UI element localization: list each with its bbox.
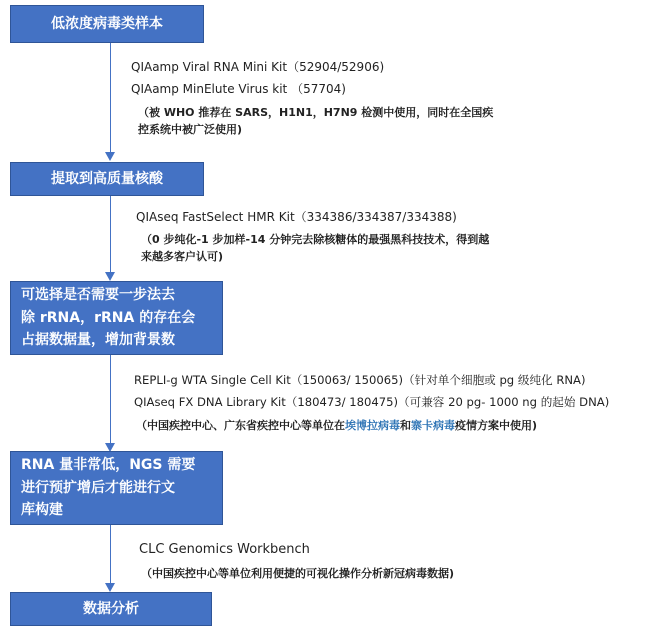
kit-note: （中国疾控中心等单位利用便捷的可视化操作分析新冠病毒数据)	[141, 567, 455, 580]
flow-arrow-line	[110, 43, 111, 154]
note-line: （0 步纯化-1 步加样-14 分钟完去除核糖体的最强黑科技技术，得到越	[141, 233, 490, 246]
ebola-link[interactable]: 埃博拉病毒	[345, 419, 400, 432]
kit-line: QIAseq FX DNA Library Kit（180473/ 180475)（可兼容 20 pg- 1000 ng 的起始 DNA)	[134, 395, 610, 409]
kit-note	[138, 104, 578, 138]
step-label: 数据分析	[83, 600, 139, 617]
zika-link[interactable]: 寨卡病毒	[411, 419, 455, 432]
step-label-line: 进行预扩增后才能进行文	[21, 479, 175, 496]
kit-line: REPLI-g WTA Single Cell Kit（150063/ 150065)（针对单个细胞或 pg 级纯化 RNA)	[134, 373, 586, 387]
step-label-line: 除 rRNA，rRNA 的存在会	[21, 309, 196, 326]
note-line: 控系统中被广泛使用)	[138, 123, 243, 137]
step-box-analysis	[10, 592, 212, 626]
flow-arrow-head	[105, 152, 115, 161]
flow-arrow-head	[105, 583, 115, 592]
step-label-line: 占据数据量，增加背景数	[21, 332, 175, 349]
kit-note	[141, 231, 591, 265]
note-line: （被 WHO 推荐在 SARS，H1N1，H7N9 检测中使用，同时在全国疾	[138, 106, 494, 119]
step-label: 低浓度病毒类样本	[51, 15, 163, 32]
kit-line: CLC Genomics Workbench	[139, 542, 310, 557]
step-box-sample	[10, 5, 204, 43]
flow-arrow-line	[110, 355, 111, 445]
step-label-line: RNA 量非常低，NGS 需要	[21, 457, 196, 474]
flow-arrow-line	[110, 196, 111, 274]
step-label-line: 库构建	[21, 502, 63, 519]
step-label-line: 可选择是否需要一步法去	[21, 287, 175, 304]
kit-line: QIAamp MinElute Virus kit （57704)	[131, 82, 346, 96]
flow-arrow-line	[110, 525, 111, 585]
flow-arrow-head	[105, 272, 115, 281]
kit-line: QIAseq FastSelect HMR Kit（334386/334387/334388)	[136, 210, 457, 224]
step-label: 提取到高质量核酸	[51, 170, 163, 187]
step-box-rrna	[10, 281, 223, 355]
note-line: 来越多客户认可)	[141, 250, 224, 264]
kit-note: （中国疾控中心、广东省疾控中心等单位在埃博拉病毒和寨卡病毒疫情方案中使用)	[136, 419, 538, 432]
step-box-lowrna	[10, 451, 223, 525]
kit-line: QIAamp Viral RNA Mini Kit（52904/52906)	[131, 60, 385, 74]
step-box-extract	[10, 162, 204, 196]
